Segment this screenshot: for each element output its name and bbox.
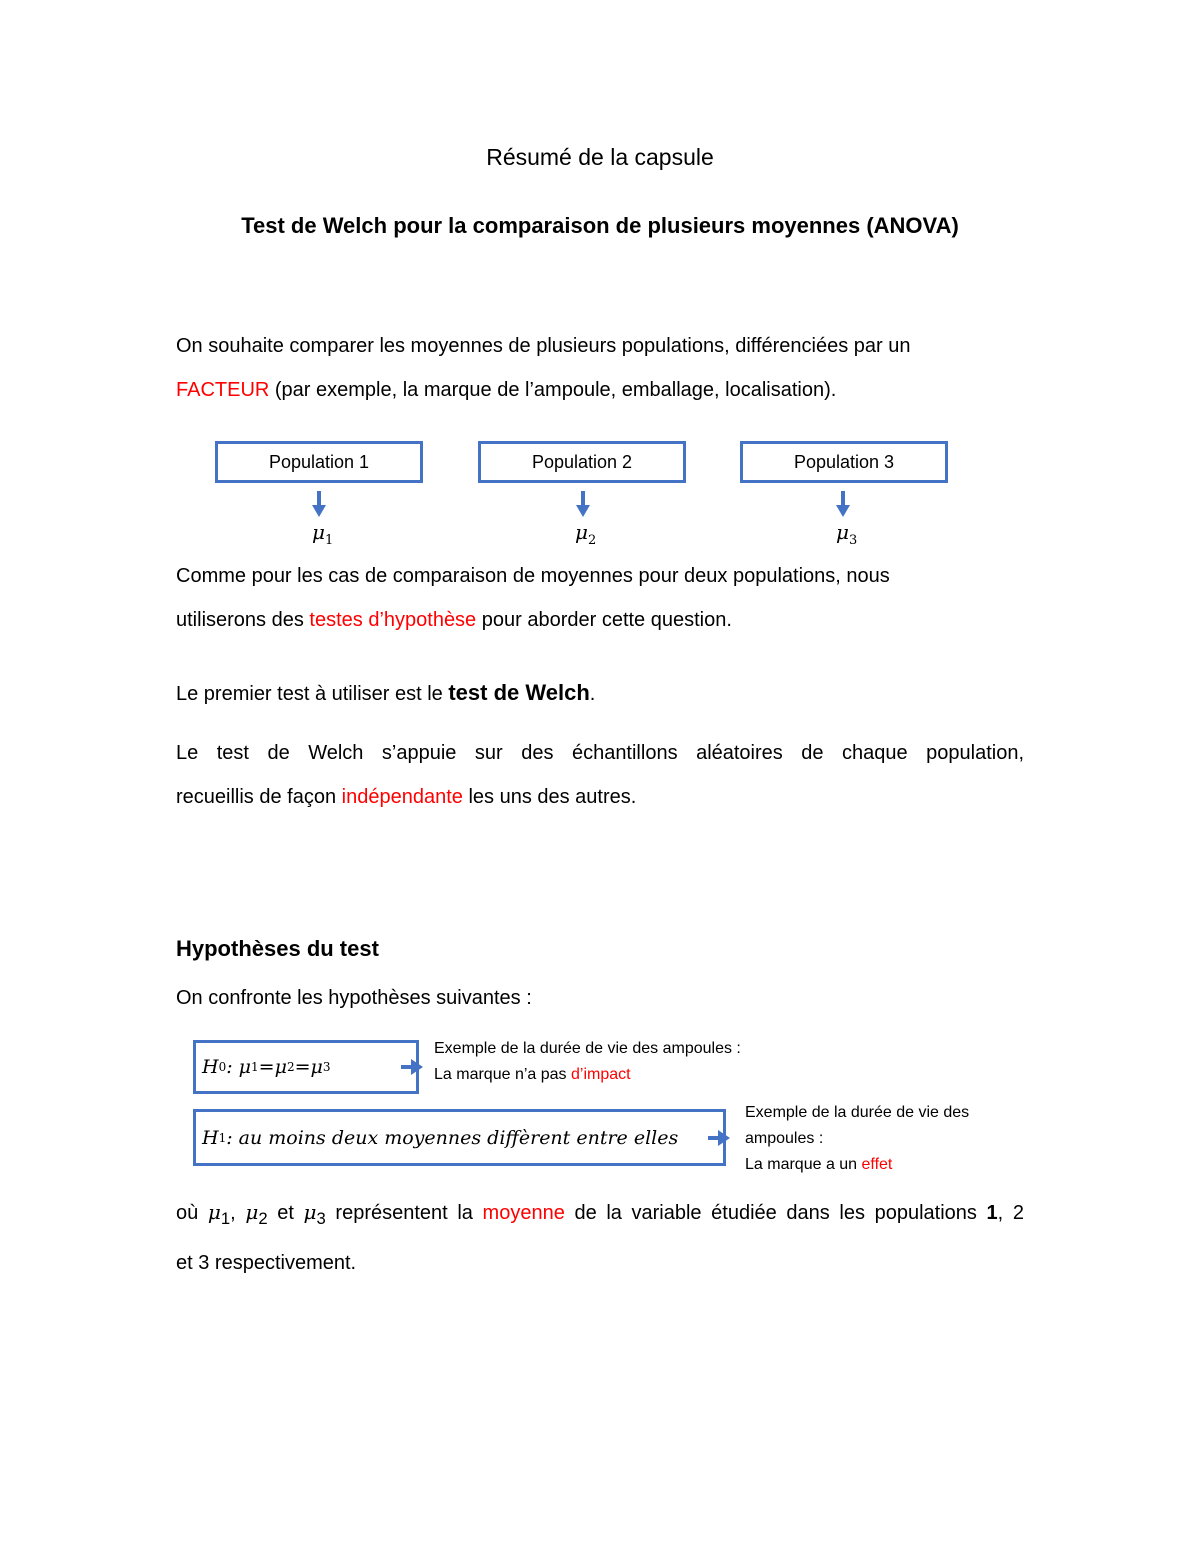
conclusion-paragraph: où $\mu_1$, $\mu_2$ et $\mu_3$ représentent la moyenne de la variable étudiée dans les populations 1, 2 et 3 respectivement. bbox=[176, 1200, 1024, 1274]
h1-note: Exemple de la durée de vie des ampoules : La marque a un effet bbox=[745, 1104, 970, 1173]
population-3-label: Population 3 bbox=[793, 451, 895, 472]
population-2-label: Population 2 bbox=[531, 451, 633, 472]
h0-note: Exemple de la durée de vie des ampoules : La marque n’a pas d’impact bbox=[434, 1040, 741, 1083]
population-3-box bbox=[740, 441, 948, 483]
moyenne-term: moyenne bbox=[482, 1202, 565, 1224]
population-1-box bbox=[215, 441, 423, 483]
hypothesis-tests-term: testes d’hypothèse bbox=[309, 609, 477, 631]
hypotheses-heading: Hypothèses du test bbox=[176, 936, 379, 961]
arrow-right-icon bbox=[401, 1059, 423, 1075]
arrow-down-icon bbox=[836, 491, 850, 517]
intro-line2: (par exemple, la marque de l’ampoule, emballage, localisation). bbox=[269, 379, 837, 401]
mu-1: $\mu_1$ bbox=[312, 520, 334, 548]
intro-paragraph bbox=[176, 324, 1024, 412]
welch-term: test de Welch bbox=[448, 680, 590, 705]
mu-3: $\mu_3$ bbox=[836, 520, 858, 548]
arrow-down-icon bbox=[312, 491, 326, 517]
population-1-label: Population 1 bbox=[268, 451, 370, 472]
confronte-line: On confronte les hypothèses suivantes : bbox=[176, 987, 532, 1009]
arrow-right-icon bbox=[708, 1130, 730, 1146]
page-title: Résumé de la capsule bbox=[486, 144, 714, 170]
population-2-box bbox=[478, 441, 686, 483]
page-subtitle: Test de Welch pour la comparaison de plusieurs moyennes (ANOVA) bbox=[241, 213, 959, 238]
impact-term: d’impact bbox=[570, 1066, 631, 1083]
premier-test-paragraph: Le premier test à utiliser est le test de Welch. bbox=[176, 680, 596, 705]
h1-box: H 1 : au moins deux moyennes diffèrent entre elles bbox=[193, 1109, 726, 1166]
facteur-term: FACTEUR bbox=[176, 379, 270, 401]
mu-2: $\mu_2$ bbox=[575, 520, 597, 548]
arrow-down-icon bbox=[576, 491, 590, 517]
effet-term: effet bbox=[861, 1156, 893, 1173]
h0-box: H 0 : μ 1 =μ 2 =μ 3 bbox=[193, 1040, 419, 1094]
comparison-paragraph: Comme pour les cas de comparaison de moyennes pour deux populations, nous utiliserons des testes d’hypothèse pour aborder cette question. bbox=[176, 565, 890, 631]
intro-line1: On souhaite comparer les moyennes de plusieurs populations, différenciées par un bbox=[176, 335, 911, 357]
independante-term: indépendante bbox=[341, 786, 463, 808]
welch-paragraph: Le test de Welch s’appuie sur des échantillons aléatoires de chaque population, recueillis de façon indépendante les uns des autres. bbox=[176, 742, 1024, 808]
